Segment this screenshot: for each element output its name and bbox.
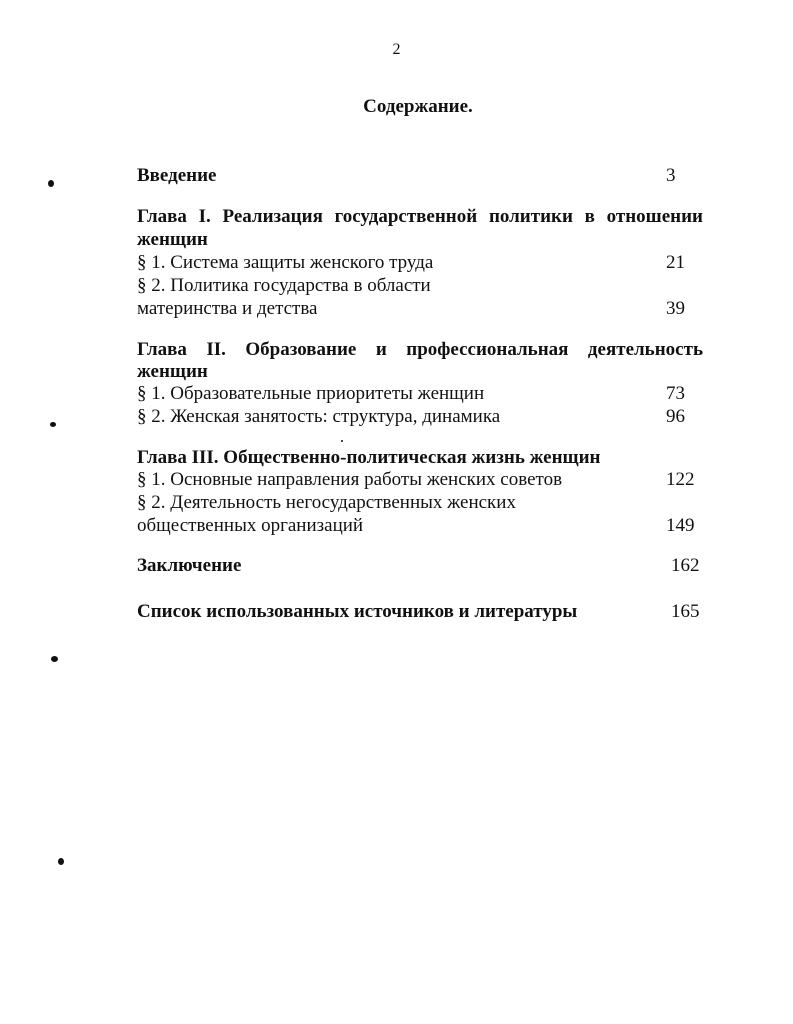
page-number: 2 <box>392 41 401 58</box>
toc-entry-sources <box>137 600 703 623</box>
toc-entry-label: § 2. Деятельность негосударственных женских <box>137 492 516 513</box>
toc-entry-label: Заключение <box>137 555 242 576</box>
toc-entry-ch3-s2-cont <box>137 514 703 537</box>
toc-entry-ch1-s1 <box>137 251 703 274</box>
toc-entry-label: § 1. Система защиты женского труда <box>137 252 434 273</box>
toc-entry-label: § 2. Политика государства в области <box>137 275 431 296</box>
toc-entry-label: материнства и детства <box>137 298 318 319</box>
toc-entry-ch2-s2 <box>137 405 703 428</box>
toc-entry-label: § 1. Основные направления работы женских советов <box>137 469 563 490</box>
toc-entry-label: Введение <box>137 165 217 186</box>
toc-entry-page: 21 <box>666 252 685 273</box>
chapter-2-heading-cont: женщин <box>137 361 208 382</box>
toc-entry-conclusion <box>137 554 703 577</box>
toc-entry-intro <box>137 164 703 187</box>
toc-entry-label: § 1. Образовательные приоритеты женщин <box>137 383 485 404</box>
toc-entry-page: 96 <box>666 406 685 427</box>
toc-entry-ch1-s2 <box>137 274 703 297</box>
toc-entry-label: § 2. Женская занятость: структура, динамика <box>137 406 501 427</box>
chapter-2-heading: Глава II. Образование и профессиональная деятельность <box>137 339 703 360</box>
scan-speck <box>58 858 64 865</box>
toc-entry-page: 39 <box>666 298 685 319</box>
chapter-3-heading: Глава III. Общественно-политическая жизнь женщин <box>137 447 601 468</box>
toc-entry-page: 165 <box>671 601 700 622</box>
toc-entry-page: 162 <box>671 555 700 576</box>
toc-entry-ch3-s2 <box>137 491 703 514</box>
scan-speck <box>51 656 58 662</box>
toc-entry-ch1-s2-cont <box>137 297 703 320</box>
scan-speck <box>48 180 54 187</box>
toc-entry-page: 149 <box>666 515 695 536</box>
toc-entry-label: Список использованных источников и литературы <box>137 601 578 622</box>
toc-entry-page: 73 <box>666 383 685 404</box>
scan-speck <box>341 440 343 442</box>
toc-entry-ch3-s1 <box>137 468 703 491</box>
toc-entry-label: общественных организаций <box>137 515 364 536</box>
scan-speck <box>50 422 56 427</box>
toc-entry-page: 122 <box>666 469 695 490</box>
toc-entry-page: 3 <box>666 165 676 186</box>
chapter-1-heading: Глава I. Реализация государственной политики в отношении <box>137 206 703 227</box>
chapter-1-heading-cont: женщин <box>137 229 208 250</box>
toc-entry-ch2-s1 <box>137 382 703 405</box>
page-title: Содержание. <box>363 96 473 117</box>
